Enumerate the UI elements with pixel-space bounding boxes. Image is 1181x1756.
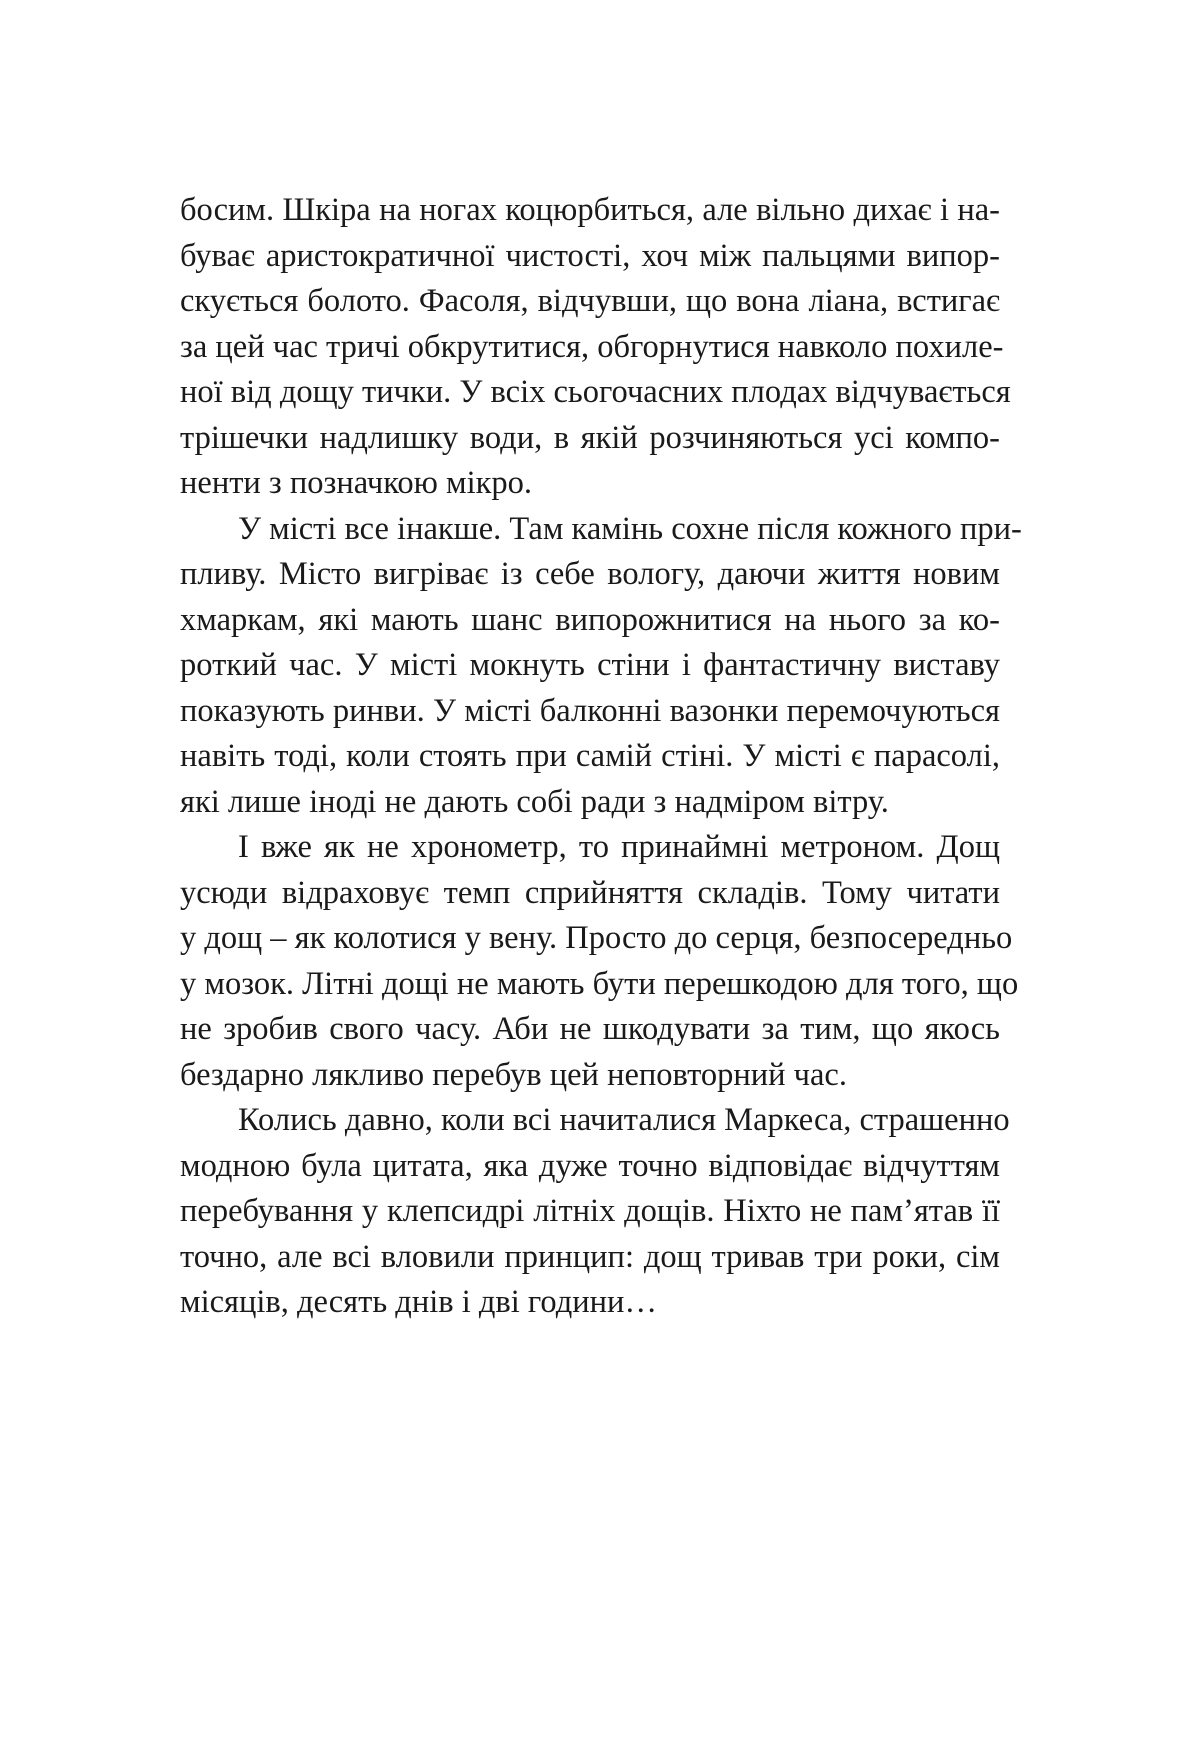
paragraph-2 — [180, 507, 1022, 826]
text-line: босим. Шкіра на ногах коцюрбиться, але вільно дихає і на- — [180, 192, 1000, 228]
paragraph-1 — [180, 188, 1011, 507]
text-line: місяців, десять днів і дві години… — [180, 1284, 657, 1320]
paragraph-3 — [180, 825, 1019, 1098]
text-line: у дощ – як колотися у вену. Просто до серця, безпосередньо — [180, 920, 1013, 956]
paragraph-4 — [180, 1098, 1010, 1326]
text-line: бездарно лякливо перебув цей неповторний час. — [180, 1056, 847, 1093]
text-line: показують ринви. У місті балконні вазонки перемочуються — [180, 692, 1000, 729]
text-line: навіть тоді, коли стоять при самій стіні. У місті є парасолі, — [180, 738, 1000, 774]
text-line: точно, але всі вловили принцип: дощ тривав три роки, сім — [180, 1238, 1000, 1275]
text-line: пливу. Місто вигріває із себе вологу, даючи життя новим — [180, 556, 1000, 592]
text-line: модною була цитата, яка дуже точно відповідає відчуттям — [180, 1147, 1000, 1184]
text-line: які лише іноді не дають собі ради з надміром вітру. — [180, 783, 889, 820]
text-line: не зробив свого часу. Аби не шкодувати за тим, що якось — [180, 1011, 1000, 1047]
text-line: трішечки надлишку води, в якій розчиняються усі компо- — [180, 419, 1000, 456]
text-line: У місті все інакше. Там камінь сохне після кожного при- — [238, 510, 1022, 547]
text-line: ної від дощу тички. У всіх сьогочасних плодах відчувається — [180, 374, 1011, 410]
text-line: за цей час тричі обкрутитися, обгорнутися навколо похиле- — [180, 328, 1004, 365]
text-line: Колись давно, коли всі начиталися Маркеса, страшенно — [238, 1102, 1010, 1138]
text-line: перебування у клепсидрі літніх дощів. Ніхто не пам’ятав її — [180, 1193, 1000, 1229]
text-line: у мозок. Літні дощі не мають бути перешкодою для того, що — [180, 965, 1019, 1002]
text-line: буває аристократичної чистості, хоч між пальцями випор- — [180, 237, 1000, 274]
text-line: роткий час. У місті мокнуть стіни і фантастичну виставу — [180, 647, 1000, 683]
text-line: усюди відраховує темп сприйняття складів. Тому читати — [180, 874, 1000, 911]
text-line: ненти з позначкою мікро. — [180, 465, 533, 501]
text-line: І вже як не хронометр, то принаймні метроном. Дощ — [238, 829, 1000, 865]
body-text — [180, 188, 1022, 1326]
text-line: хмаркам, які мають шанс випорожнитися на нього за ко- — [180, 601, 1000, 638]
text-line: скується болото. Фасоля, відчувши, що вона ліана, встигає — [180, 283, 1000, 319]
